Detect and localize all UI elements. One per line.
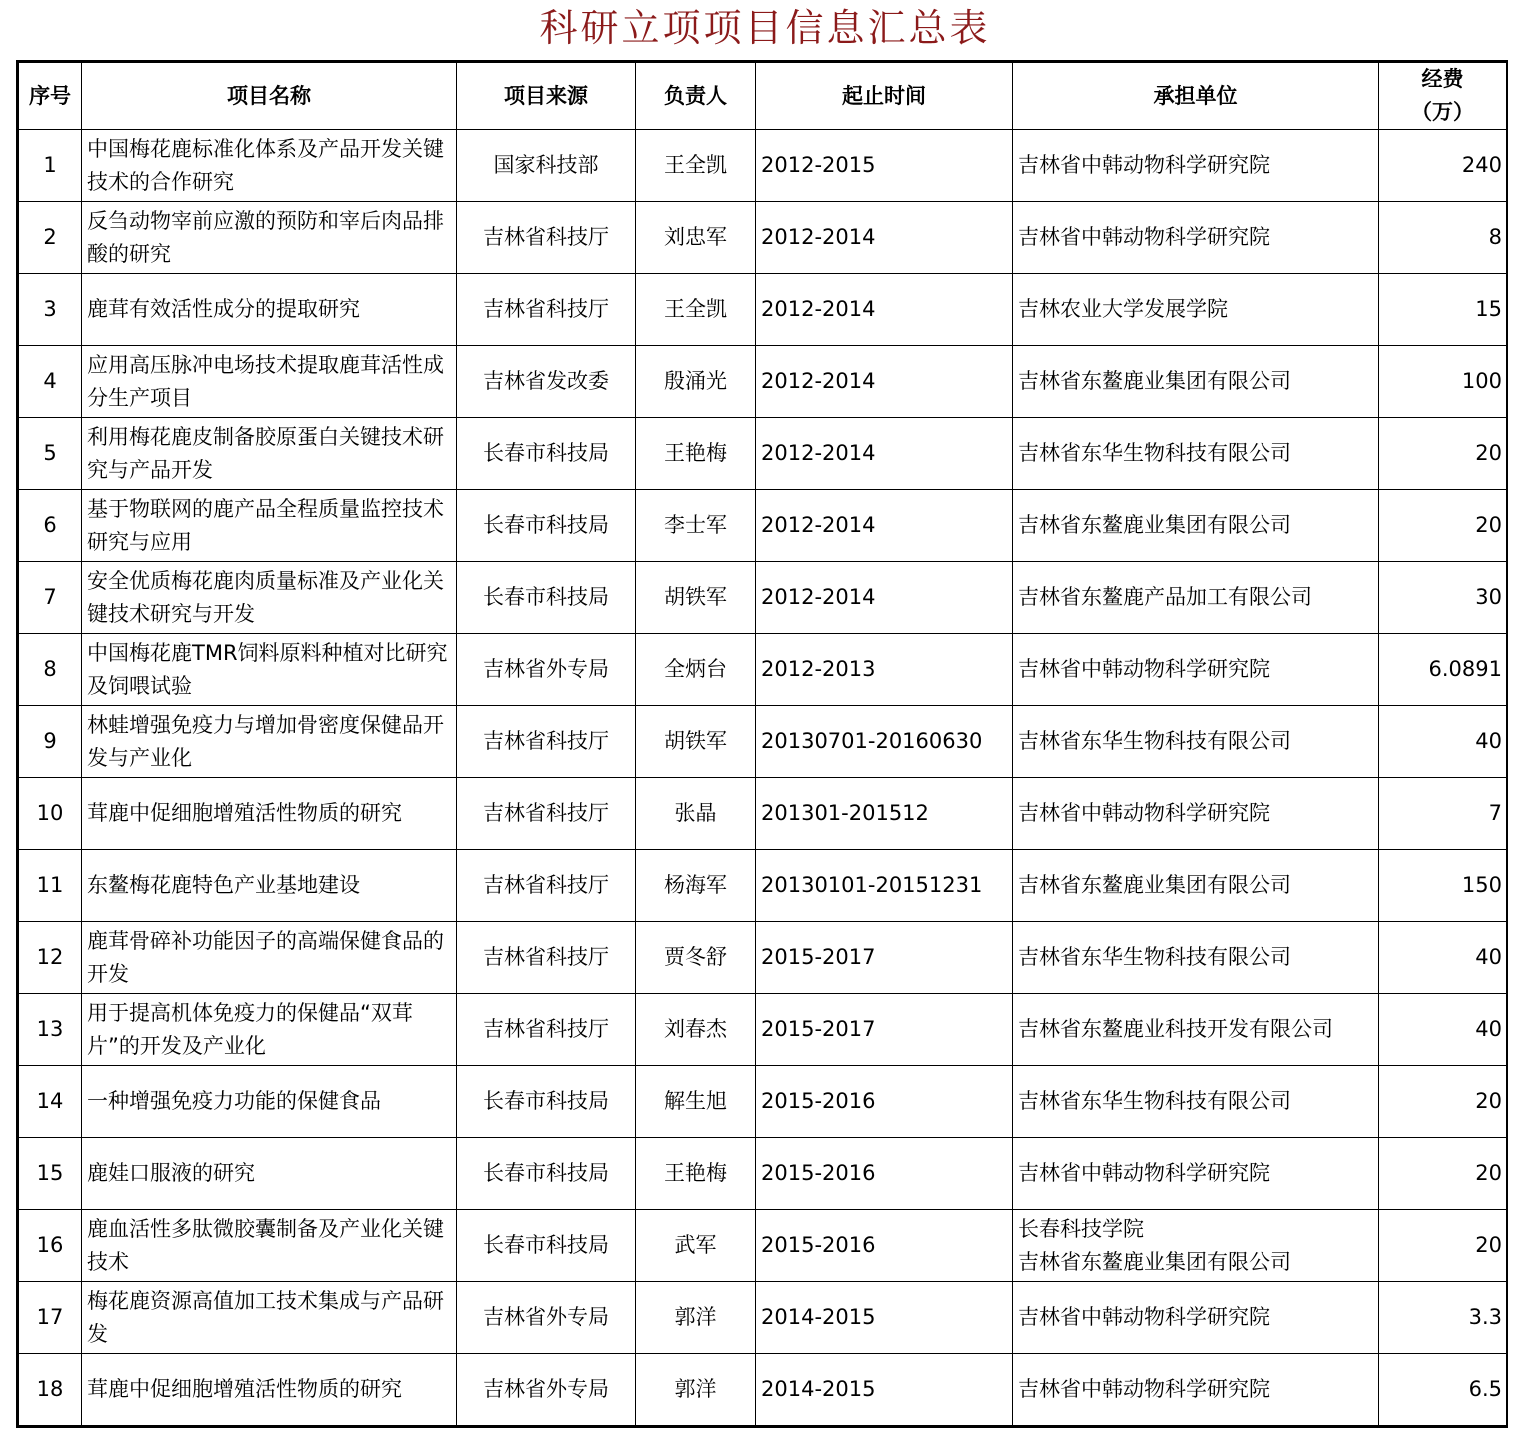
cell-seq: 16 [19,1210,82,1282]
unit-line: 吉林省中韩动物科学研究院 [1018,1161,1270,1185]
table-row [19,202,1507,274]
cell-unit [1013,274,1379,346]
cell-source: 吉林省外专局 [457,1354,636,1426]
cell-seq: 10 [19,778,82,850]
header-unit: 承担单位 [1013,63,1379,130]
unit-line: 吉林省东华生物科技有限公司 [1018,1089,1291,1113]
cell-leader: 王全凯 [636,130,756,202]
cell-period: 2012-2014 [756,202,1013,274]
cell-project-name: 鹿娃口服液的研究 [82,1138,457,1210]
cell-seq: 13 [19,994,82,1066]
cell-project-name: 林蛙增强免疫力与增加骨密度保健品开发与产业化 [82,706,457,778]
unit-line: 吉林省东华生物科技有限公司 [1018,945,1291,969]
cell-source: 吉林省科技厅 [457,850,636,922]
cell-period: 2012-2014 [756,418,1013,490]
cell-leader: 王艳梅 [636,1138,756,1210]
cell-period: 2014-2015 [756,1282,1013,1354]
header-funds [1379,63,1507,130]
table-row [19,1210,1507,1282]
cell-funds: 40 [1379,994,1507,1066]
unit-line: 吉林省中韩动物科学研究院 [1018,1305,1270,1329]
cell-seq: 6 [19,490,82,562]
cell-source: 吉林省科技厅 [457,994,636,1066]
table-body [19,130,1507,1426]
cell-unit [1013,778,1379,850]
cell-project-name: 安全优质梅花鹿肉质量标准及产业化关键技术研究与开发 [82,562,457,634]
unit-line: 吉林省东鳌鹿业科技开发有限公司 [1018,1017,1333,1041]
cell-source: 长春市科技局 [457,418,636,490]
header-row [19,63,1507,130]
cell-source: 长春市科技局 [457,1138,636,1210]
cell-project-name: 东鳌梅花鹿特色产业基地建设 [82,850,457,922]
cell-funds: 150 [1379,850,1507,922]
cell-project-name: 茸鹿中促细胞增殖活性物质的研究 [82,778,457,850]
table-row [19,130,1507,202]
cell-project-name: 中国梅花鹿TMR饲料原料种植对比研究及饲喂试验 [82,634,457,706]
cell-leader: 杨海军 [636,850,756,922]
page-title: 科研立项项目信息汇总表 [539,6,991,50]
cell-seq: 8 [19,634,82,706]
cell-source: 吉林省科技厅 [457,274,636,346]
cell-funds: 20 [1379,418,1507,490]
cell-unit [1013,346,1379,418]
cell-leader: 李士军 [636,490,756,562]
header-period: 起止时间 [756,63,1013,130]
cell-funds: 6.0891 [1379,634,1507,706]
header-funds-unit: （万） [1411,100,1474,124]
cell-source: 国家科技部 [457,130,636,202]
cell-source: 吉林省外专局 [457,1282,636,1354]
unit-line: 吉林省中韩动物科学研究院 [1018,153,1270,177]
cell-leader: 胡铁军 [636,706,756,778]
cell-funds: 7 [1379,778,1507,850]
cell-unit [1013,1354,1379,1426]
cell-funds: 30 [1379,562,1507,634]
cell-seq: 1 [19,130,82,202]
cell-funds: 100 [1379,346,1507,418]
cell-project-name: 中国梅花鹿标准化体系及产品开发关键技术的合作研究 [82,130,457,202]
cell-project-name: 一种增强免疫力功能的保健食品 [82,1066,457,1138]
cell-source: 长春市科技局 [457,1210,636,1282]
cell-period: 2015-2017 [756,994,1013,1066]
table-row [19,1282,1507,1354]
cell-unit [1013,130,1379,202]
cell-seq: 11 [19,850,82,922]
project-table [18,62,1507,1426]
cell-funds: 6.5 [1379,1354,1507,1426]
cell-source: 吉林省发改委 [457,346,636,418]
cell-leader: 刘忠军 [636,202,756,274]
cell-leader: 贾冬舒 [636,922,756,994]
cell-seq: 17 [19,1282,82,1354]
cell-funds: 240 [1379,130,1507,202]
header-seq: 序号 [19,63,82,130]
cell-period: 2012-2014 [756,562,1013,634]
cell-project-name: 利用梅花鹿皮制备胶原蛋白关键技术研究与产品开发 [82,418,457,490]
cell-funds: 40 [1379,706,1507,778]
unit-line: 吉林省中韩动物科学研究院 [1018,225,1270,249]
cell-funds: 3.3 [1379,1282,1507,1354]
cell-project-name: 用于提高机体免疫力的保健品“双茸片”的开发及产业化 [82,994,457,1066]
unit-line: 吉林省东华生物科技有限公司 [1018,441,1291,465]
cell-funds: 40 [1379,922,1507,994]
cell-project-name: 反刍动物宰前应激的预防和宰后肉品排酸的研究 [82,202,457,274]
cell-seq: 14 [19,1066,82,1138]
table-row [19,706,1507,778]
header-source: 项目来源 [457,63,636,130]
cell-seq: 5 [19,418,82,490]
project-table-container [16,60,1508,1428]
cell-leader: 郭洋 [636,1354,756,1426]
cell-funds: 15 [1379,274,1507,346]
table-row [19,778,1507,850]
table-row [19,418,1507,490]
cell-seq: 3 [19,274,82,346]
table-row [19,490,1507,562]
cell-leader: 刘春杰 [636,994,756,1066]
unit-line: 吉林省东华生物科技有限公司 [1018,729,1291,753]
cell-unit [1013,1138,1379,1210]
cell-funds: 20 [1379,1138,1507,1210]
unit-line: 吉林省中韩动物科学研究院 [1018,1377,1270,1401]
unit-line: 长春科技学院 [1018,1216,1144,1241]
header-funds-label: 经费 [1421,67,1464,91]
cell-source: 吉林省科技厅 [457,922,636,994]
cell-source: 长春市科技局 [457,1066,636,1138]
cell-seq: 9 [19,706,82,778]
cell-period: 2015-2017 [756,922,1013,994]
cell-seq: 15 [19,1138,82,1210]
cell-period: 2015-2016 [756,1066,1013,1138]
cell-source: 长春市科技局 [457,490,636,562]
table-row [19,1354,1507,1426]
cell-seq: 12 [19,922,82,994]
cell-period: 2015-2016 [756,1210,1013,1282]
table-row [19,850,1507,922]
cell-period: 2012-2015 [756,130,1013,202]
cell-period: 201301-201512 [756,778,1013,850]
cell-funds: 20 [1379,1066,1507,1138]
unit-line: 吉林省东鳌鹿业集团有限公司 [1018,1249,1291,1274]
header-leader: 负责人 [636,63,756,130]
cell-leader: 武军 [636,1210,756,1282]
unit-line: 吉林省中韩动物科学研究院 [1018,801,1270,825]
cell-leader: 张晶 [636,778,756,850]
cell-period: 2012-2013 [756,634,1013,706]
table-row [19,922,1507,994]
cell-seq: 4 [19,346,82,418]
cell-project-name: 鹿茸有效活性成分的提取研究 [82,274,457,346]
table-row [19,1138,1507,1210]
cell-funds: 20 [1379,490,1507,562]
cell-seq: 18 [19,1354,82,1426]
cell-unit [1013,1066,1379,1138]
cell-unit [1013,922,1379,994]
cell-leader: 王艳梅 [636,418,756,490]
table-row [19,1066,1507,1138]
table-row [19,994,1507,1066]
unit-line: 吉林农业大学发展学院 [1018,297,1228,321]
unit-line: 吉林省东鳌鹿业集团有限公司 [1018,369,1291,393]
unit-line: 吉林省中韩动物科学研究院 [1018,657,1270,681]
cell-period: 2012-2014 [756,346,1013,418]
cell-source: 吉林省外专局 [457,634,636,706]
cell-project-name: 应用高压脉冲电场技术提取鹿茸活性成分生产项目 [82,346,457,418]
table-row [19,274,1507,346]
cell-leader: 郭洋 [636,1282,756,1354]
cell-funds: 20 [1379,1210,1507,1282]
cell-funds: 8 [1379,202,1507,274]
cell-project-name: 鹿茸骨碎补功能因子的高端保健食品的开发 [82,922,457,994]
cell-leader: 胡铁军 [636,562,756,634]
cell-unit [1013,1282,1379,1354]
table-row [19,346,1507,418]
cell-project-name: 鹿血活性多肽微胶囊制备及产业化关键技术 [82,1210,457,1282]
cell-source: 吉林省科技厅 [457,706,636,778]
cell-project-name: 梅花鹿资源高值加工技术集成与产品研发 [82,1282,457,1354]
cell-period: 2014-2015 [756,1354,1013,1426]
cell-unit [1013,994,1379,1066]
cell-period: 2012-2014 [756,274,1013,346]
cell-unit [1013,202,1379,274]
cell-source: 吉林省科技厅 [457,202,636,274]
cell-leader: 殷涌光 [636,346,756,418]
cell-seq: 2 [19,202,82,274]
unit-line: 吉林省东鳌鹿业集团有限公司 [1018,513,1291,537]
cell-period: 2012-2014 [756,490,1013,562]
cell-source: 长春市科技局 [457,562,636,634]
cell-project-name: 基于物联网的鹿产品全程质量监控技术研究与应用 [82,490,457,562]
cell-unit [1013,562,1379,634]
cell-period: 20130101-20151231 [756,850,1013,922]
cell-unit [1013,418,1379,490]
cell-unit [1013,706,1379,778]
cell-leader: 解生旭 [636,1066,756,1138]
table-row [19,562,1507,634]
cell-unit [1013,850,1379,922]
cell-project-name: 茸鹿中促细胞增殖活性物质的研究 [82,1354,457,1426]
table-row [19,634,1507,706]
cell-unit [1013,634,1379,706]
cell-unit [1013,490,1379,562]
cell-leader: 全炳台 [636,634,756,706]
cell-period: 2015-2016 [756,1138,1013,1210]
unit-line: 吉林省东鳌鹿产品加工有限公司 [1018,585,1312,609]
header-name: 项目名称 [82,63,457,130]
unit-line: 吉林省东鳌鹿业集团有限公司 [1018,873,1291,897]
cell-unit [1013,1210,1379,1282]
cell-seq: 7 [19,562,82,634]
cell-period: 20130701-20160630 [756,706,1013,778]
cell-source: 吉林省科技厅 [457,778,636,850]
cell-leader: 王全凯 [636,274,756,346]
